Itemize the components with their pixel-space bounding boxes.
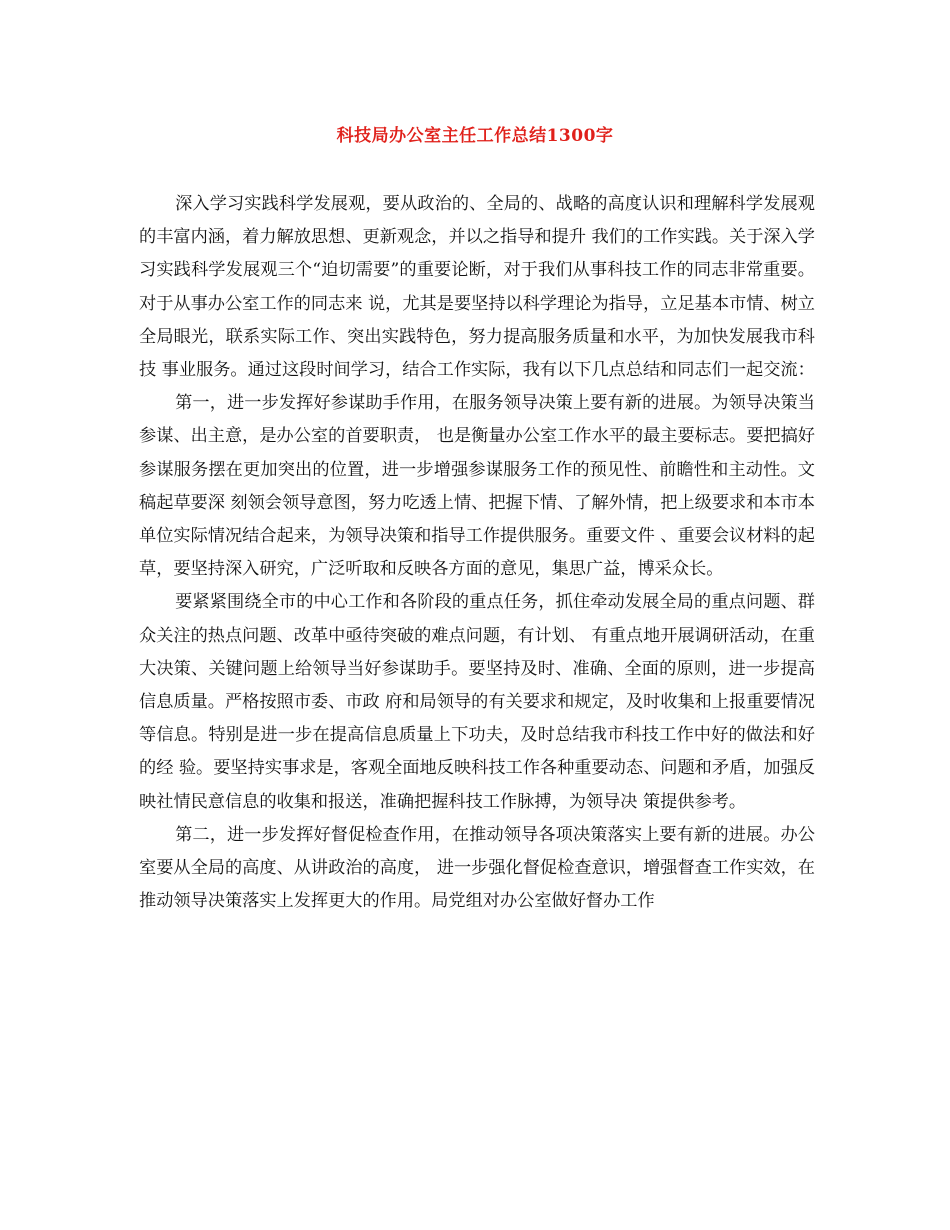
document-title: 科技局办公室主任工作总结1300字: [336, 126, 614, 146]
paragraph-intro: 深入学习实践科学发展观，要从政治的、全局的、战略的高度认识和理解科学发展观的丰富内涵，着力解放思想、更新观念，并以之指导和提升 我们的工作实践。关于深入学习实践科学发展观三个“迫切需要”的重要论断，对于我们从事科技工作的同志非常重要。对于从事办公室工作的同志来 说，尤其是要坚持以科学理论为指导，立足基本市情、树立全局眼光，联系实际工作、突出实践特色，努力提高服务质量和水平，为加快发展我市科技 事业服务。通过这段时间学习，结合工作实际，我有以下几点总结和同志们一起交流：: [139, 194, 815, 381]
document-body: [139, 188, 815, 918]
paragraph-research: 要紧紧围绕全市的中心工作和各阶段的重点任务，抓住牵动发展全局的重点问题、群众关注的热点问题、改革中亟待突破的难点问题，有计划、 有重点地开展调研活动，在重大决策、关键问题上给领导当好参谋助手。要坚持及时、准确、全面的原则，进一步提高信息质量。严格按照市委、市政 府和局领导的有关要求和规定，及时收集和上报重要情况等信息。特别是进一步在提高信息质量上下功夫，及时总结我市科技工作中好的做法和好的经 验。要坚持实事求是，客观全面地反映科技工作各种重要动态、问题和矛盾，加强反映社情民意信息的收集和报送，准确把握科技工作脉搏，为领导决 策提供参考。: [139, 592, 815, 812]
paragraph-second-point: 第二，进一步发挥好督促检查作用，在推动领导各项决策落实上要有新的进展。办公室要从全局的高度、从讲政治的高度， 进一步强化督促检查意识，增强督查工作实效，在推动领导决策落实上发挥更大的作用。局党组对办公室做好督办工作: [139, 824, 815, 912]
paragraph-first-point: 第一，进一步发挥好参谋助手作用，在服务领导决策上要有新的进展。为领导决策当参谋、出主意，是办公室的首要职责， 也是衡量办公室工作水平的最主要标志。要把搞好参谋服务摆在更加突出的位置，进一步增强参谋服务工作的预见性、前瞻性和主动性。文稿起草要深 刻领会领导意图，努力吃透上情、把握下情、了解外情，把上级要求和本市本单位实际情况结合起来，为领导决策和指导工作提供服务。重要文件 、重要会议材料的起草，要坚持深入研究，广泛听取和反映各方面的意见，集思广益，博采众长。: [139, 393, 815, 580]
